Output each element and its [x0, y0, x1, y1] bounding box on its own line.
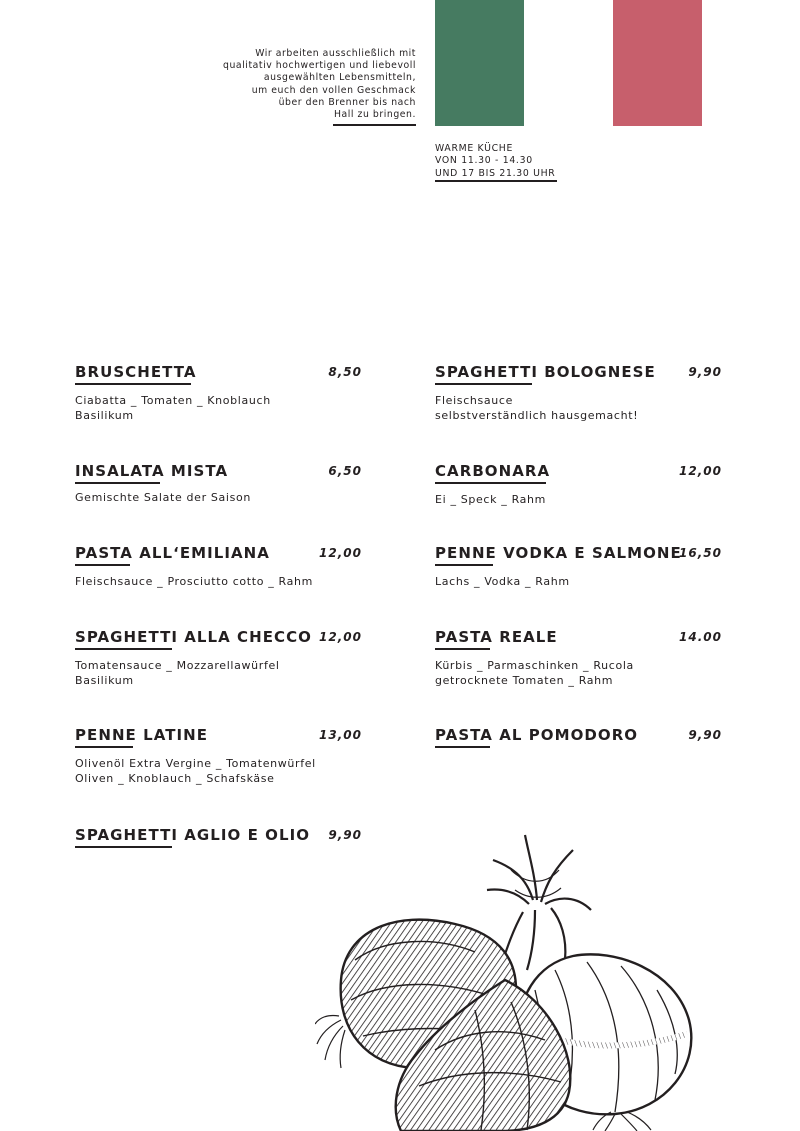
- onions-icon: [315, 830, 700, 1131]
- dish-underline: [75, 383, 191, 385]
- description-line: selbstverständlich hausgemacht!: [435, 408, 639, 422]
- dish-name: SPAGHETTI BOLOGNESE: [435, 363, 656, 381]
- intro-underline: [333, 124, 416, 126]
- description-line: Ciabatta _ Tomaten _ Knoblauch: [75, 394, 271, 407]
- menu-item: [75, 543, 362, 590]
- dish-name: SPAGHETTI AGLIO E OLIO: [75, 826, 310, 844]
- dish-description: [75, 757, 362, 786]
- dish-underline: [435, 746, 490, 748]
- dish-description: [75, 394, 362, 423]
- dish-underline: [75, 846, 172, 848]
- hours-underline: [435, 180, 557, 182]
- menu-item: [435, 543, 722, 590]
- dish-price: 9,90: [688, 728, 722, 742]
- menu-item: [435, 627, 722, 688]
- dish-description: [75, 659, 362, 688]
- dish-underline: [75, 482, 160, 484]
- description-line: Basilikum: [75, 408, 134, 422]
- menu-item: [75, 362, 362, 423]
- dish-price: 12,00: [319, 630, 362, 644]
- hours-line: UND 17 BIS 21.30 UHR: [435, 167, 556, 179]
- description-line: Tomatensauce _ Mozzarellawürfel: [75, 659, 280, 672]
- description-line: Ei _ Speck _ Rahm: [435, 493, 547, 506]
- dish-description: [435, 493, 722, 508]
- dish-name: INSALATA MISTA: [75, 462, 229, 480]
- dish-price: 12,00: [319, 546, 362, 560]
- dish-price: 9,90: [688, 365, 722, 379]
- dish-underline: [435, 648, 490, 650]
- intro-line: Hall zu bringen.: [333, 109, 416, 121]
- menu-item: [75, 461, 362, 506]
- description-line: getrocknete Tomaten _ Rahm: [435, 673, 614, 687]
- menu-item: [75, 725, 362, 786]
- dish-price: 14.00: [679, 630, 722, 644]
- hours-line: WARME KÜCHE: [435, 143, 514, 154]
- menu-item: [75, 627, 362, 688]
- dish-underline: [435, 482, 546, 484]
- description-line: Basilikum: [75, 673, 134, 687]
- dish-underline: [75, 648, 172, 650]
- dish-name: PASTA REALE: [435, 628, 558, 646]
- menu-item: [435, 461, 722, 508]
- dish-description: [435, 575, 722, 590]
- menu-item: [435, 362, 722, 423]
- menu-item: [435, 725, 722, 747]
- flag-red-block: [613, 0, 702, 126]
- flag-green-block: [435, 0, 524, 126]
- dish-price: 8,50: [328, 365, 362, 379]
- dish-price: 6,50: [328, 464, 362, 478]
- dish-underline: [435, 383, 532, 385]
- dish-underline: [75, 746, 133, 748]
- description-line: Fleischsauce: [435, 394, 514, 407]
- dish-description: [435, 659, 722, 688]
- dish-name: PENNE VODKA E SALMONE: [435, 544, 682, 562]
- dish-name: BRUSCHETTA: [75, 363, 197, 381]
- dish-price: 9,90: [328, 828, 362, 842]
- dish-description: [75, 575, 362, 590]
- description-line: Kürbis _ Parmaschinken _ Rucola: [435, 659, 634, 672]
- dish-name: PASTA ALL‘EMILIANA: [75, 544, 270, 562]
- intro-line: um euch den vollen Geschmack: [251, 84, 416, 96]
- intro-line: ausgewählten Lebensmitteln,: [263, 72, 416, 84]
- dish-name: PASTA AL POMODORO: [435, 726, 639, 744]
- hours-line: VON 11.30 - 14.30: [435, 155, 533, 167]
- intro-line: Wir arbeiten ausschließlich mit: [255, 48, 416, 59]
- dish-underline: [75, 564, 130, 566]
- dish-underline: [435, 564, 493, 566]
- opening-hours: [435, 143, 555, 180]
- dish-name: CARBONARA: [435, 462, 551, 480]
- description-line: Oliven _ Knoblauch _ Schafskäse: [75, 771, 275, 785]
- description-line: Olivenöl Extra Vergine _ Tomatenwürfel: [75, 757, 316, 770]
- intro-line: über den Brenner bis nach: [278, 96, 416, 108]
- dish-name: PENNE LATINE: [75, 726, 209, 744]
- description-line: Lachs _ Vodka _ Rahm: [435, 575, 570, 588]
- intro-line: qualitativ hochwertigen und liebevoll: [223, 60, 416, 72]
- dish-price: 12,00: [679, 464, 722, 478]
- dish-description: [75, 491, 362, 506]
- dish-name: SPAGHETTI ALLA CHECCO: [75, 628, 312, 646]
- description-line: Gemischte Salate der Saison: [75, 491, 252, 504]
- intro-text: [186, 48, 416, 121]
- dish-description: [435, 394, 722, 423]
- dish-price: 16,50: [679, 546, 722, 560]
- dish-price: 13,00: [319, 728, 362, 742]
- description-line: Fleischsauce _ Prosciutto cotto _ Rahm: [75, 575, 313, 588]
